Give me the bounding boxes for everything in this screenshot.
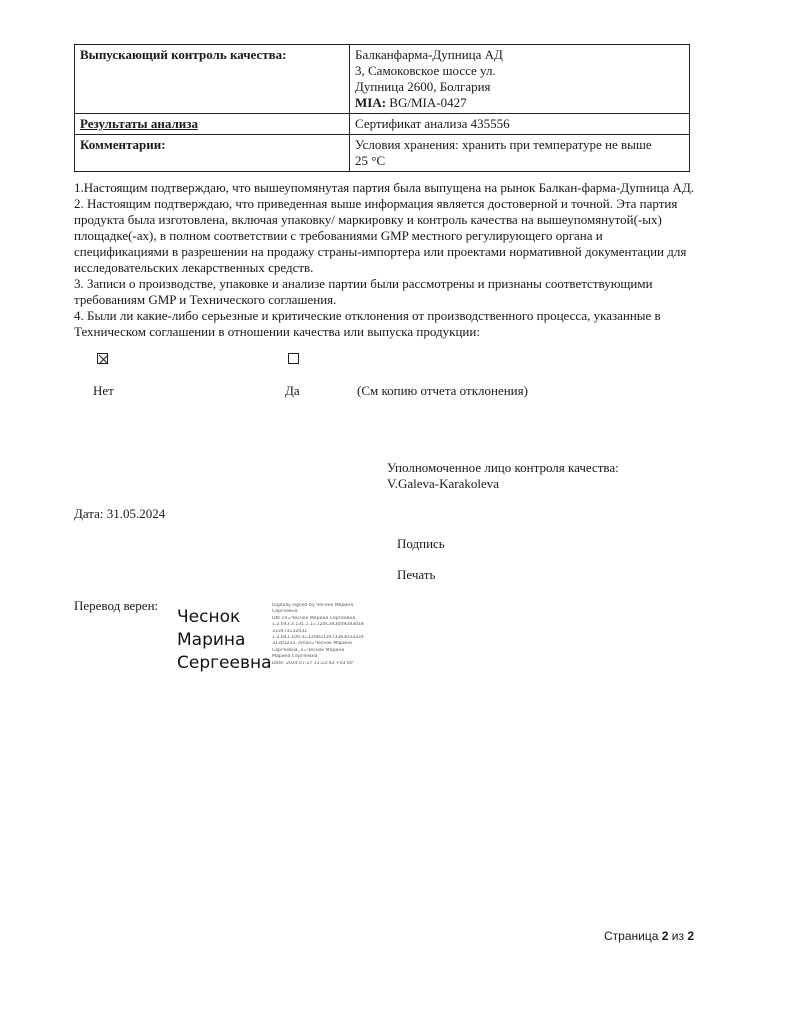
yes-checkbox[interactable] (288, 353, 299, 364)
yes-label: Да (285, 383, 300, 398)
release-info-table (74, 44, 690, 172)
mia-value: BG/MIA-0427 (389, 95, 467, 110)
authorized-person (387, 460, 619, 492)
signature-detail-line: 1.2.643.3.131.1.1=120C343009283018 (272, 622, 364, 628)
storage-conditions-line1: Условия хранения: хранить при температуре не выше (355, 137, 652, 152)
signature-detail-line: 31303232, email=Чеснок Марина (272, 641, 352, 647)
signature-details (272, 603, 372, 667)
page-total: 2 (687, 929, 695, 943)
statements (74, 180, 696, 340)
page-prefix: Страница (604, 929, 659, 943)
table-row (75, 45, 690, 114)
release-control-value (350, 45, 690, 114)
signature-detail-line: DN: cn=Чеснок Марина Сергеевна (272, 615, 356, 621)
signature-detail-line: Сергеевна (272, 609, 298, 615)
storage-conditions-line2: 25 °C (355, 153, 386, 168)
company-name: Балканфарма-Дупница АД (355, 47, 503, 62)
authorized-name: V.Galeva-Karakoleva (387, 476, 500, 491)
page-current: 2 (661, 929, 669, 943)
translator-first-name: Марина (177, 630, 246, 650)
translator-digital-signature (177, 606, 272, 675)
statement-1: 1.Настоящим подтверждаю, что вышеупомянутая партия была выпущена на рынок Балкан-фарма-Дупница АД. (74, 180, 695, 195)
statement-2: 2. Настоящим подтверждаю, что приведенная выше информация является достоверной и точной. Эта партия продукта была изготовлена, включая упаковку/ маркировку и контроль качества на вышеупомянутой(-ых) площадке(-ах), в полном соответствии с требованиями GMP местного регулирующего органа и спецификациями в разрешении на продажу страны-импортера или проектами нормативной документации для исследовательских лекарственных средств. (74, 196, 687, 275)
comments-label: Комментарии: (75, 135, 350, 172)
checkbox-cross-icon (98, 354, 109, 365)
signature-detail-line: Сергеевна, o=Чеснок Марина (272, 647, 345, 653)
company-street: 3, Самоковское шоссе ул. (355, 63, 496, 78)
signature-detail-line: 333473132031 (272, 628, 308, 634)
translator-patronymic: Сергеевна (177, 653, 272, 673)
statement-4: 4. Были ли какие-либо серьезные и критические отклонения от производственного процесса, указанные в Техническом соглашении в отношении качества или выпуска продукции: (74, 308, 661, 339)
release-control-label: Выпускающий контроль качества: (75, 45, 350, 114)
mia-label: MIA: (355, 95, 387, 110)
no-checkbox[interactable] (97, 353, 108, 364)
signature-detail-line: 1.2.643.100.3=120B313473363033334 (272, 635, 364, 641)
mia-line (355, 95, 684, 111)
page-middle: из (671, 929, 684, 943)
stamp-label: Печать (397, 567, 436, 582)
date: Дата: 31.05.2024 (74, 506, 166, 521)
signature-label: Подпись (397, 536, 445, 551)
comments-value (350, 135, 690, 172)
translation-label: Перевод верен: (74, 598, 159, 613)
table-row (75, 114, 690, 135)
deviation-note: (См копию отчета отклонения) (357, 383, 528, 398)
signature-detail-line: Марина Сергеевна (272, 654, 318, 660)
signature-detail-line: Date: 2024.07.17 11:22:42 +03'00' (272, 660, 354, 666)
statement-3: 3. Записи о производстве, упаковке и анализе партии были рассмотрены и признаны соответствующими требованиям GMP и Технического соглашения. (74, 276, 653, 307)
page-number (604, 929, 694, 943)
translator-surname: Чеснок (177, 607, 241, 627)
authorized-title: Уполномоченное лицо контроля качества: (387, 460, 619, 475)
table-row (75, 135, 690, 172)
analysis-results-label: Результаты анализа (75, 114, 350, 135)
company-city: Дупница 2600, Болгария (355, 79, 491, 94)
analysis-results-value: Сертификат анализа 435556 (350, 114, 690, 135)
no-label: Нет (93, 383, 114, 398)
signature-detail-line: Digitally signed by Чеснок Марина (272, 603, 354, 608)
